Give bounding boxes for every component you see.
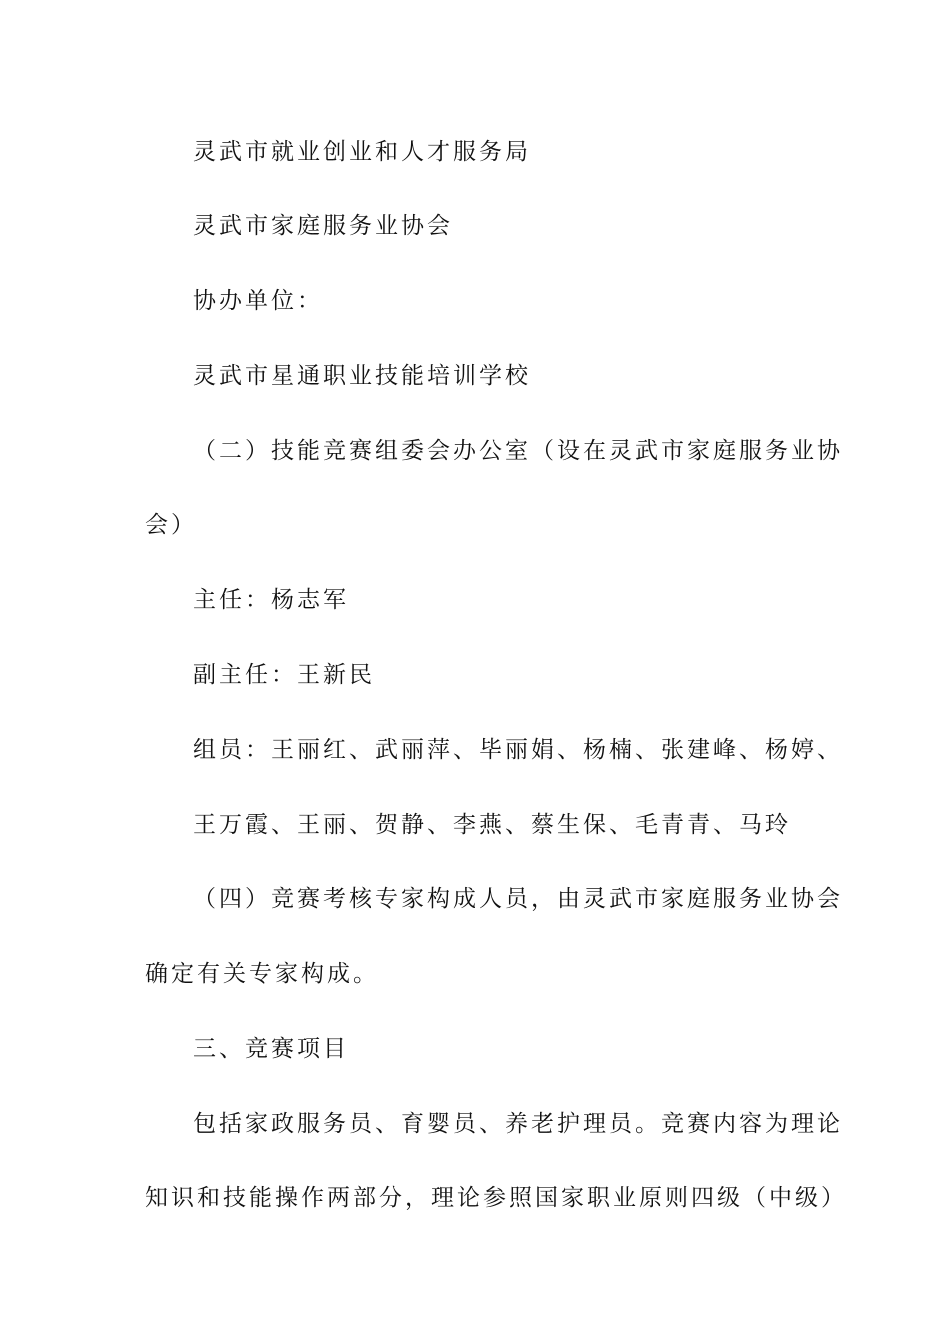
section-committee-office: （二）技能竞赛组委会办公室（设在灵武市家庭服务业协 — [193, 438, 843, 464]
competition-items-paragraph-continued: 知识和技能操作两部分，理论参照国家职业原则四级（中级） — [145, 1185, 847, 1211]
director-line: 主任：杨志军 — [193, 587, 349, 613]
section-expert-panel-continued: 确定有关专家构成。 — [145, 961, 379, 987]
members-line: 组员：王丽红、武丽萍、毕丽娟、杨楠、张建峰、杨婷、 — [193, 737, 843, 763]
co-organizer-training-school: 灵武市星通职业技能培训学校 — [193, 363, 531, 389]
co-organizer-heading: 协办单位： — [193, 288, 323, 314]
deputy-director-line: 副主任：王新民 — [193, 662, 375, 688]
organizer-employment-bureau: 灵武市就业创业和人才服务局 — [193, 139, 531, 165]
section-expert-panel: （四）竞赛考核专家构成人员，由灵武市家庭服务业协会 — [193, 886, 843, 912]
members-line-continued: 王万霞、王丽、贺静、李燕、蔡生保、毛青青、马玲 — [193, 812, 791, 838]
competition-items-paragraph: 包括家政服务员、育婴员、养老护理员。竞赛内容为理论 — [193, 1111, 843, 1137]
heading-competition-items: 三、竞赛项目 — [193, 1036, 349, 1062]
section-committee-office-continued: 会） — [145, 512, 197, 538]
organizer-domestic-service-association: 灵武市家庭服务业协会 — [193, 213, 453, 239]
